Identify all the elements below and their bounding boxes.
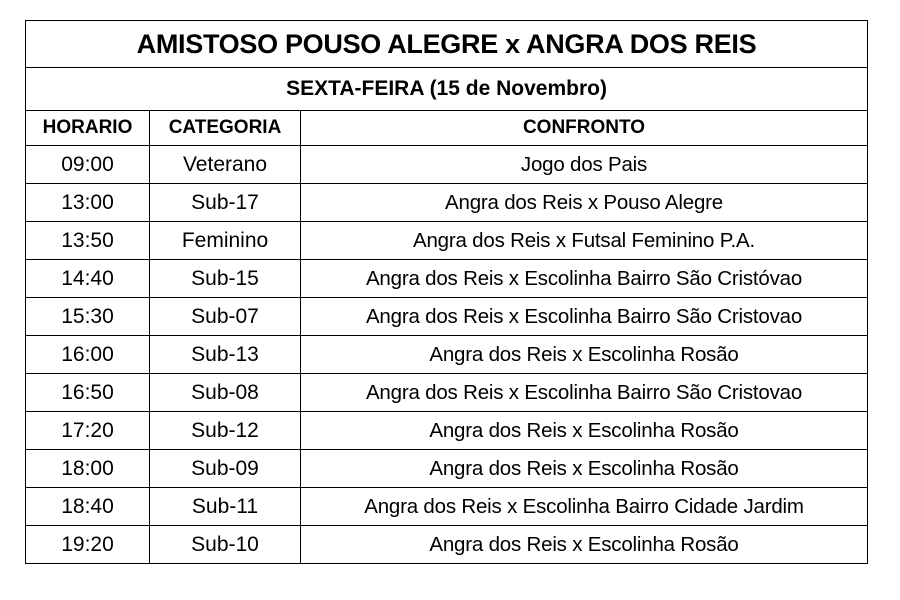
cell-category: Veterano [150,146,301,184]
cell-time: 13:50 [26,222,150,260]
cell-time: 14:40 [26,260,150,298]
cell-category: Sub-17 [150,184,301,222]
cell-time: 19:20 [26,526,150,564]
cell-category: Feminino [150,222,301,260]
table-row [26,526,868,564]
table-row [26,184,868,222]
cell-category: Sub-15 [150,260,301,298]
table-row [26,260,868,298]
column-header-row [26,111,868,146]
cell-time: 09:00 [26,146,150,184]
cell-match: Angra dos Reis x Escolinha Rosão [301,526,868,564]
table-row [26,298,868,336]
cell-match: Angra dos Reis x Escolinha Rosão [301,450,868,488]
table-row [26,336,868,374]
cell-match: Angra dos Reis x Escolinha Bairro São Cristovao [301,374,868,412]
cell-time: 13:00 [26,184,150,222]
cell-category: Sub-08 [150,374,301,412]
cell-time: 16:50 [26,374,150,412]
cell-time: 17:20 [26,412,150,450]
table-row [26,374,868,412]
cell-category: Sub-07 [150,298,301,336]
table-row [26,488,868,526]
cell-match: Angra dos Reis x Escolinha Bairro São Cristóvao [301,260,868,298]
schedule-table [25,20,868,564]
cell-category: Sub-13 [150,336,301,374]
cell-match: Jogo dos Pais [301,146,868,184]
cell-match: Angra dos Reis x Pouso Alegre [301,184,868,222]
column-header-time: HORARIO [26,111,150,146]
cell-time: 15:30 [26,298,150,336]
cell-match: Angra dos Reis x Escolinha Rosão [301,336,868,374]
cell-match: Angra dos Reis x Futsal Feminino P.A. [301,222,868,260]
table-title: AMISTOSO POUSO ALEGRE x ANGRA DOS REIS [26,21,868,68]
cell-time: 16:00 [26,336,150,374]
cell-category: Sub-12 [150,412,301,450]
cell-time: 18:00 [26,450,150,488]
table-row [26,222,868,260]
column-header-category: CATEGORIA [150,111,301,146]
cell-category: Sub-10 [150,526,301,564]
table-row [26,146,868,184]
cell-time: 18:40 [26,488,150,526]
date-heading: SEXTA-FEIRA (15 de Novembro) [26,68,868,111]
table-row [26,412,868,450]
cell-match: Angra dos Reis x Escolinha Bairro Cidade Jardim [301,488,868,526]
cell-category: Sub-11 [150,488,301,526]
table-row [26,450,868,488]
title-row [26,21,868,68]
cell-category: Sub-09 [150,450,301,488]
column-header-match: CONFRONTO [301,111,868,146]
date-row [26,68,868,111]
cell-match: Angra dos Reis x Escolinha Rosão [301,412,868,450]
cell-match: Angra dos Reis x Escolinha Bairro São Cristovao [301,298,868,336]
